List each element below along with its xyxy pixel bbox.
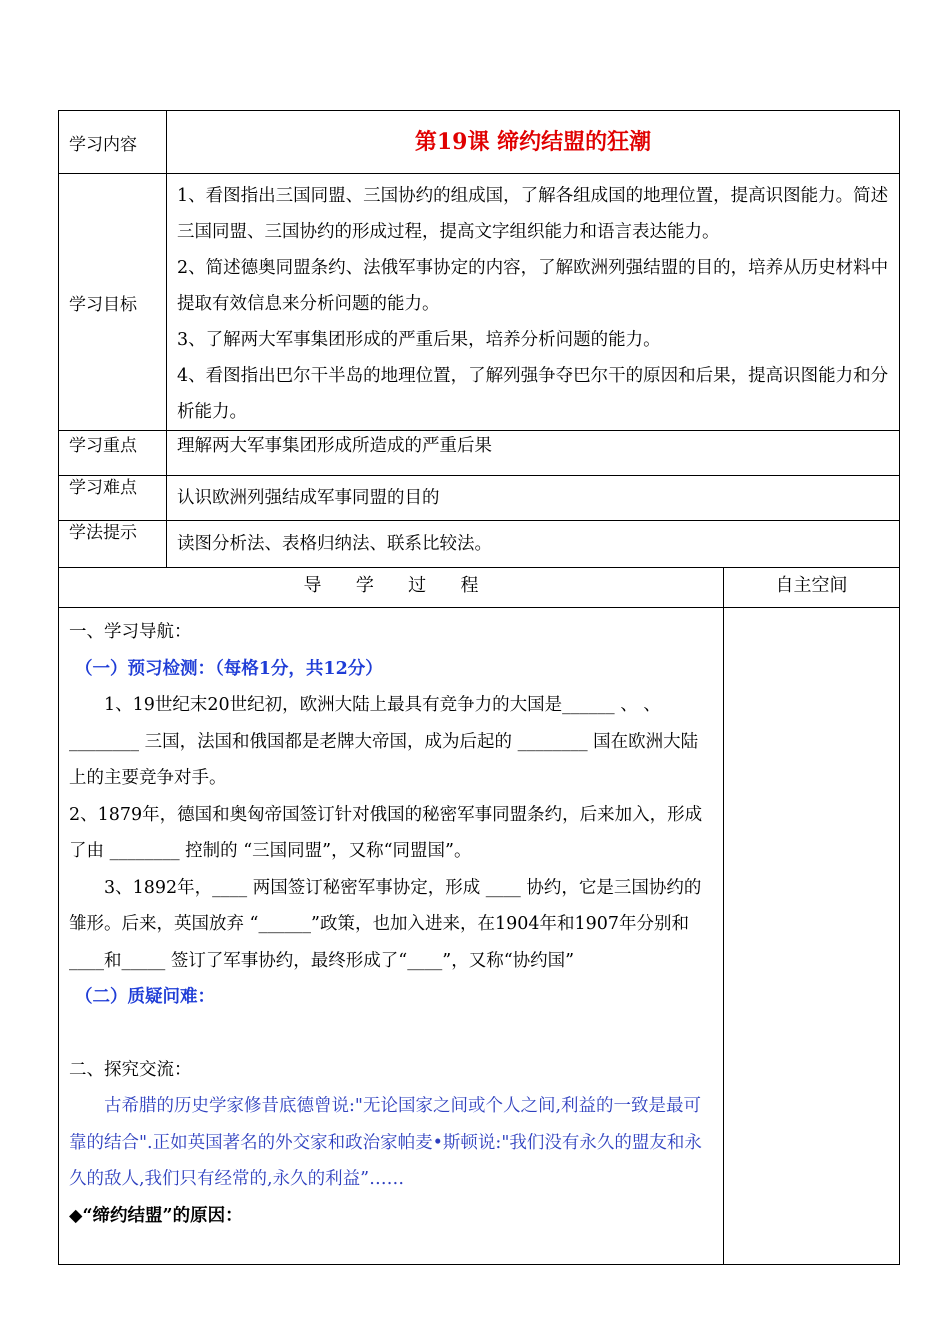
question-2: 2、1879年，德国和奥匈帝国签订针对俄国的秘密军事同盟条约，后来加入，形成了由 ________ 控制的 “三国同盟”，又称“同盟国”。	[69, 804, 703, 861]
lesson-title: 第19课 缔约结盟的狂潮	[414, 129, 652, 155]
row-content	[59, 111, 900, 174]
row-method	[59, 521, 900, 568]
self-space-cell[interactable]	[724, 608, 900, 1265]
quote-paragraph: 古希腊的历史学家修昔底德曾说:"无论国家之间或个人之间,利益的一致是最可靠的结合".正如英国著名的外交家和政治家帕麦•斯顿说:"我们没有永久的盟友和永久的敌人,我们只有经常的,永久的利益”……	[69, 1096, 702, 1189]
reason-heading: ◆“缔约结盟”的原因：	[69, 1205, 243, 1226]
goals-label: 学习目标	[69, 294, 137, 315]
goal-item: 3、了解两大军事集团形成的严重后果，培养分析问题的能力。	[177, 330, 661, 350]
row-process-header	[59, 568, 900, 608]
row-goals	[59, 174, 900, 431]
method-text: 读图分析法、表格归纳法、联系比较法。	[177, 534, 492, 554]
content-label: 学习内容	[69, 134, 137, 155]
goal-item: 4、看图指出巴尔干半岛的地理位置，了解列强争夺巴尔干的原因和后果，提高识图能力和分析能力。	[177, 366, 889, 422]
goals-cell	[167, 174, 900, 431]
difficulty-label-cell	[59, 476, 167, 521]
key-point-label-cell	[59, 431, 167, 476]
self-space-header: 自主空间	[775, 575, 848, 596]
section-navigation: 一、学习导航：	[69, 622, 192, 642]
row-process-body	[59, 608, 900, 1265]
content-label-cell	[59, 111, 167, 174]
key-point-label: 学习重点	[69, 436, 137, 456]
method-cell	[167, 521, 900, 568]
question-3: 3、1892年，____ 两国签订秘密军事协定，形成 ____ 协约，它是三国协约的雏形。后来，英国放弃 “______”政策，也加入进来，在1904年和1907年分别和____和_____ 签订了军事协约，最终形成了“____”，又称“协约国”	[69, 877, 702, 971]
blank-line	[59, 1016, 723, 1052]
key-point-text: 理解两大军事集团形成所造成的严重后果	[177, 436, 492, 456]
row-key-point	[59, 431, 900, 476]
process-header: 导 学 过 程	[303, 575, 479, 596]
difficulty-label: 学习难点	[69, 478, 137, 498]
process-header-cell	[59, 568, 724, 608]
goal-item: 2、简述德奥同盟条约、法俄军事协定的内容，了解欧洲列强结盟的目的，培养从历史材料中提取有效信息来分析问题的能力。	[177, 258, 889, 314]
title-cell	[167, 111, 900, 174]
question-1: 1、19世纪末20世纪初，欧洲大陆上最具有竞争力的大国是______ 、 、________ 三国，法国和俄国都是老牌大帝国，成为后起的 ________ 国在欧洲大陆上的主要竞争对手。	[69, 695, 699, 788]
goals-label-cell	[59, 174, 167, 431]
row-difficulty	[59, 476, 900, 521]
preview-check-heading: （一）预习检测：（每格1分，共12分）	[75, 658, 383, 679]
method-label: 学法提示	[69, 523, 137, 543]
process-body-cell	[59, 608, 724, 1265]
question-doubt-heading: （二）质疑问难：	[75, 987, 215, 1007]
self-space-header-cell	[724, 568, 900, 608]
lesson-table	[58, 110, 900, 1265]
method-label-cell	[59, 521, 167, 568]
key-point-cell	[167, 431, 900, 476]
difficulty-text: 认识欧洲列强结成军事同盟的目的	[177, 488, 440, 508]
section-explore: 二、探究交流：	[69, 1059, 192, 1080]
difficulty-cell	[167, 476, 900, 521]
goal-item: 1、看图指出三国同盟、三国协约的组成国，了解各组成国的地理位置，提高识图能力。简述三国同盟、三国协约的形成过程，提高文字组织能力和语言表达能力。	[177, 186, 889, 242]
